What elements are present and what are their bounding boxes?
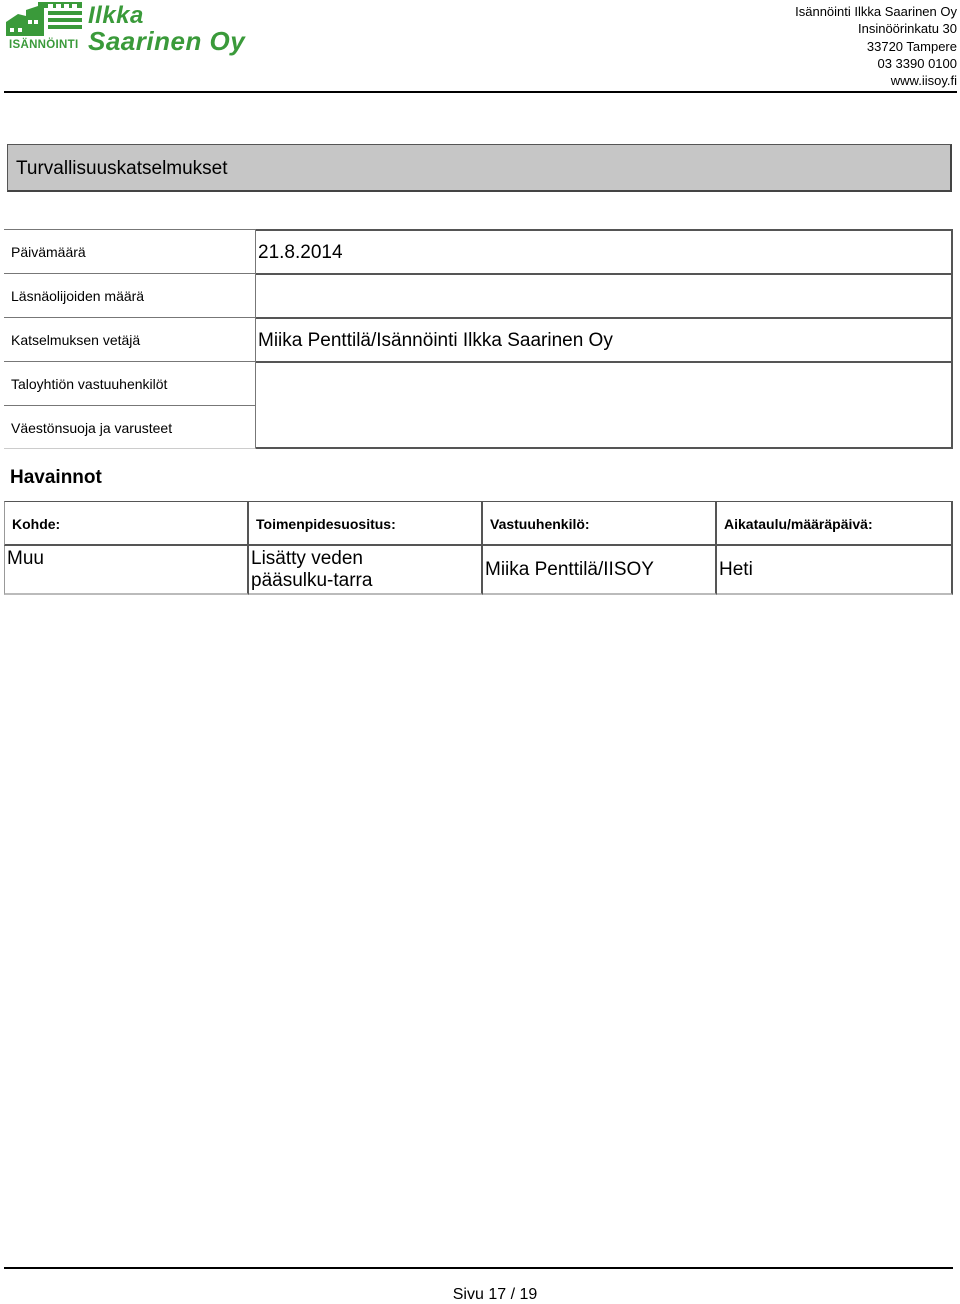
building-logo-icon — [4, 2, 84, 38]
company-website: www.iisoy.fi — [890, 73, 957, 89]
column-header-aikataulu: Aikataulu/määräpäivä: — [717, 501, 953, 546]
info-label: Päivämäärä — [4, 229, 256, 273]
info-row-date — [4, 229, 953, 273]
info-row-responsible — [4, 361, 953, 405]
info-value-leader: Miika Penttilä/Isännöinti Ilkka Saarinen Oy — [256, 317, 953, 361]
observations-title: Havainnot — [10, 467, 102, 488]
cell-toimenpide-line1: Lisätty veden — [251, 548, 363, 569]
info-row-leader — [4, 317, 953, 361]
info-row-shelter — [4, 405, 953, 449]
cell-toimenpide — [249, 546, 483, 595]
company-contact — [795, 3, 957, 89]
cell-kohde: Muu — [4, 546, 249, 595]
logo-wordmark — [88, 2, 278, 56]
cell-vastuuhenkilo: Miika Penttilä/IISOY — [483, 546, 717, 595]
header-divider — [4, 91, 957, 93]
info-value-date: 21.8.2014 — [256, 229, 953, 273]
logo-word-2: Saarinen Oy — [88, 26, 246, 56]
company-street: Insinöörinkatu 30 — [857, 21, 957, 37]
cell-aikataulu: Heti — [717, 546, 953, 595]
cell-toimenpide-line2: pääsulku-tarra — [251, 570, 373, 591]
section-title: Turvallisuuskatselmukset — [16, 158, 228, 179]
company-phone: 03 3390 0100 — [877, 55, 957, 71]
info-label: Katselmuksen vetäjä — [4, 317, 256, 361]
column-header-vastuuhenkilo: Vastuuhenkilö: — [483, 501, 717, 546]
column-header-kohde: Kohde: — [4, 501, 249, 546]
info-label: Väestönsuoja ja varusteet — [4, 405, 256, 449]
company-city: 33720 Tampere — [866, 38, 957, 54]
company-logo — [4, 2, 266, 54]
logo-subtitle: ISÄNNÖINTI — [9, 39, 79, 51]
info-label: Läsnäolijoiden määrä — [4, 273, 256, 317]
section-title-bar — [7, 144, 952, 192]
info-value-attendees — [256, 273, 953, 317]
company-name: Isännöinti Ilkka Saarinen Oy — [795, 4, 957, 19]
logo-word-1: Ilkka — [88, 2, 144, 29]
observations-table — [4, 501, 953, 595]
info-row-attendees — [4, 273, 953, 317]
info-table — [4, 229, 953, 448]
page-number: Sivu 17 / 19 — [452, 1286, 538, 1303]
footer-divider — [4, 1267, 953, 1269]
info-label: Taloyhtiön vastuuhenkilöt — [4, 361, 256, 405]
column-header-toimenpide: Toimenpidesuositus: — [249, 501, 483, 546]
